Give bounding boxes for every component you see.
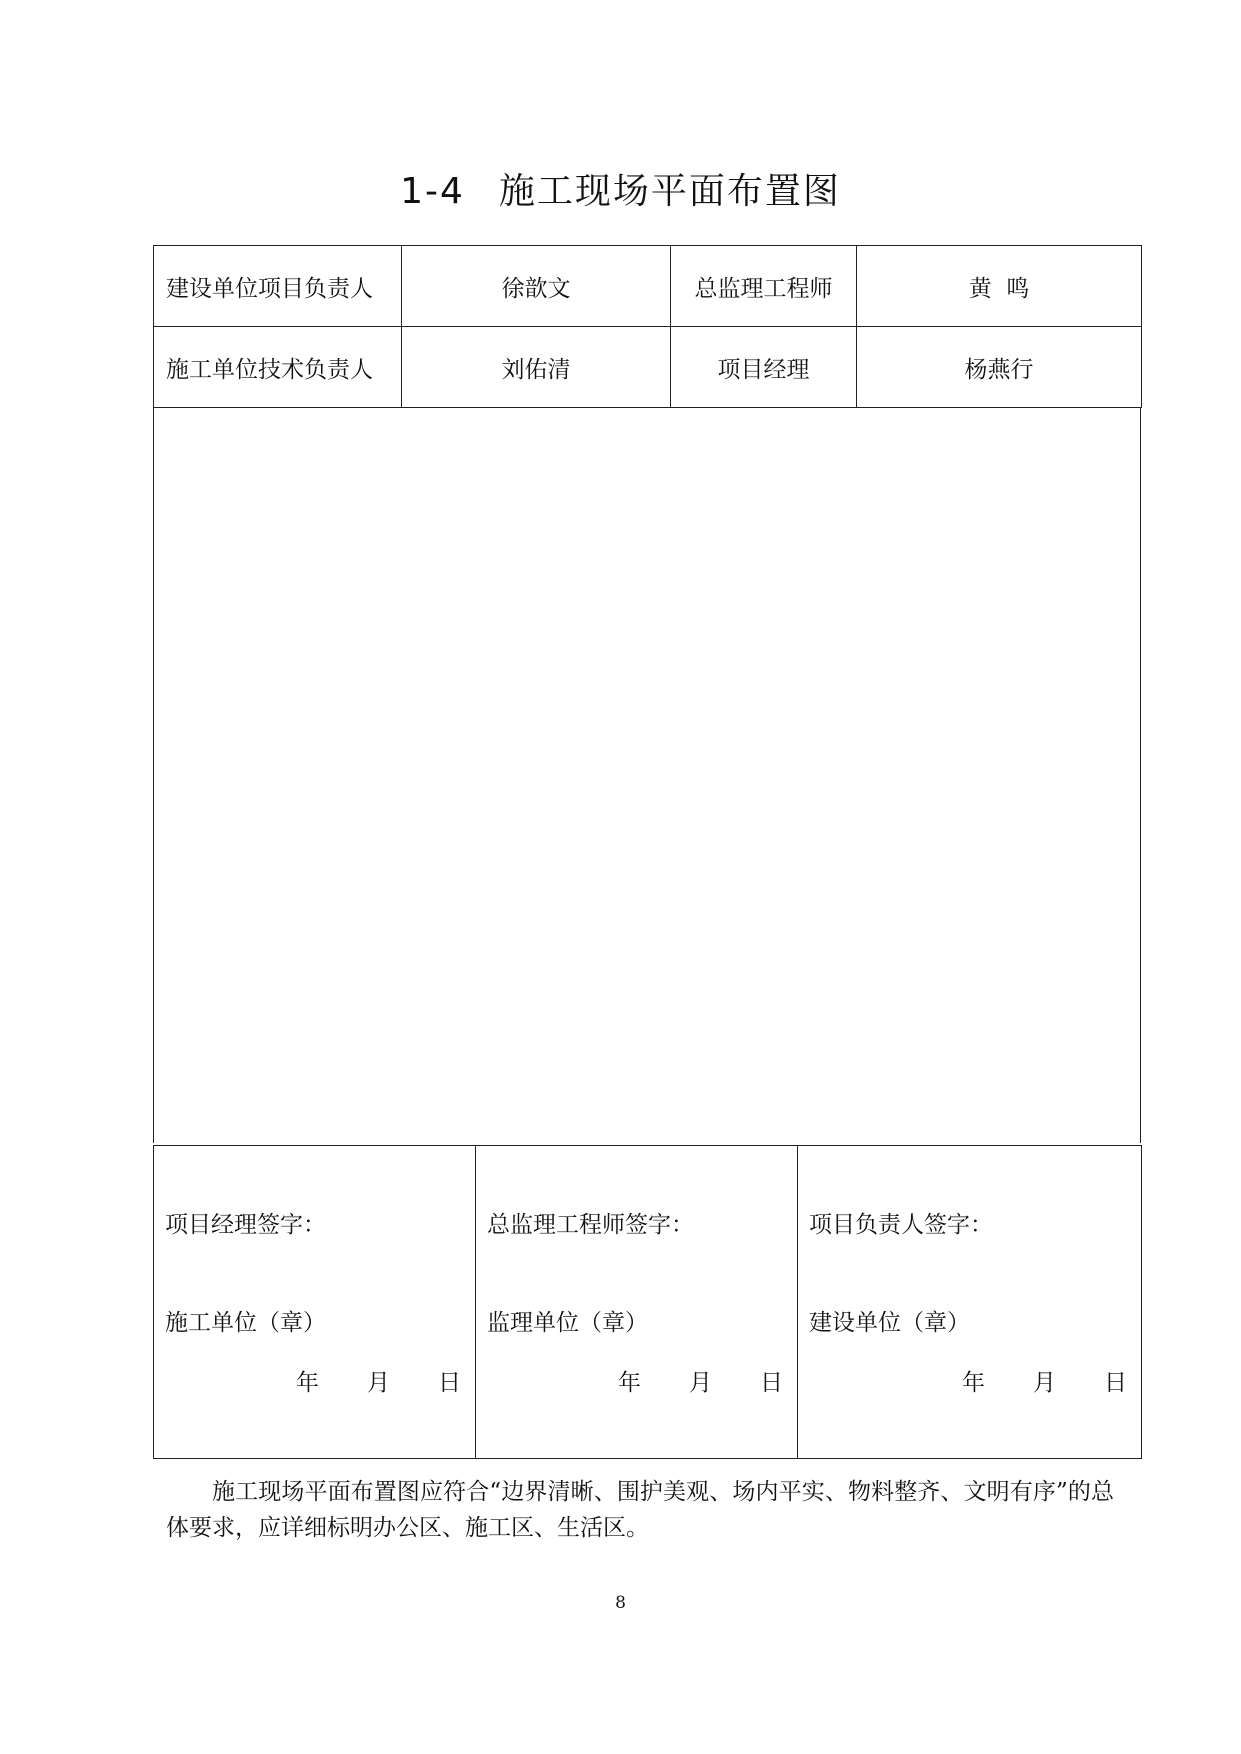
signature-cell-supervisor xyxy=(476,1146,798,1459)
info-table xyxy=(153,245,1142,408)
day-label: 日 xyxy=(760,1370,783,1396)
owner-signature-label: 项目负责人签字： xyxy=(809,1212,993,1238)
year-label: 年 xyxy=(962,1370,985,1396)
owner-seal-label: 建设单位（章） xyxy=(809,1310,970,1336)
date-line xyxy=(296,1364,461,1397)
year-label: 年 xyxy=(618,1370,641,1396)
supervisor-seal-label: 监理单位（章） xyxy=(487,1310,648,1336)
page-number: 8 xyxy=(615,1593,626,1613)
layout-drawing-area xyxy=(153,407,1141,1143)
contractor-seal-label: 施工单位（章） xyxy=(165,1310,326,1336)
project-manager-value: 杨燕行 xyxy=(857,327,1142,408)
pm-signature-label: 项目经理签字： xyxy=(165,1212,326,1238)
chief-supervisor-label: 总监理工程师 xyxy=(671,246,857,327)
contractor-tech-value: 刘佑清 xyxy=(402,327,671,408)
chief-supervisor-value: 黄 鸣 xyxy=(857,246,1142,327)
requirements-note: 施工现场平面布置图应符合“边界清晰、围护美观、场内平实、物料整齐、文明有序”的总体要求，应详细标明办公区、施工区、生活区。 xyxy=(166,1479,1114,1541)
contractor-tech-label: 施工单位技术负责人 xyxy=(154,327,402,408)
info-row-2 xyxy=(154,327,1142,408)
signature-cell-contractor xyxy=(154,1146,476,1459)
project-manager-label: 项目经理 xyxy=(671,327,857,408)
day-label: 日 xyxy=(1104,1370,1127,1396)
date-line xyxy=(618,1364,783,1397)
date-line xyxy=(962,1364,1127,1397)
supervisor-signature-label: 总监理工程师签字： xyxy=(487,1212,694,1238)
title-text: 施工现场平面布置图 xyxy=(498,171,841,212)
month-label: 月 xyxy=(1033,1370,1056,1396)
page-title xyxy=(0,163,1241,214)
title-number: 1-4 xyxy=(400,171,465,212)
year-label: 年 xyxy=(296,1370,319,1396)
owner-pm-value: 徐歆文 xyxy=(402,246,671,327)
day-label: 日 xyxy=(438,1370,461,1396)
month-label: 月 xyxy=(689,1370,712,1396)
month-label: 月 xyxy=(367,1370,390,1396)
signature-cell-owner xyxy=(798,1146,1142,1459)
owner-pm-label: 建设单位项目负责人 xyxy=(154,246,402,327)
signature-table xyxy=(153,1145,1142,1459)
info-row-1 xyxy=(154,246,1142,327)
